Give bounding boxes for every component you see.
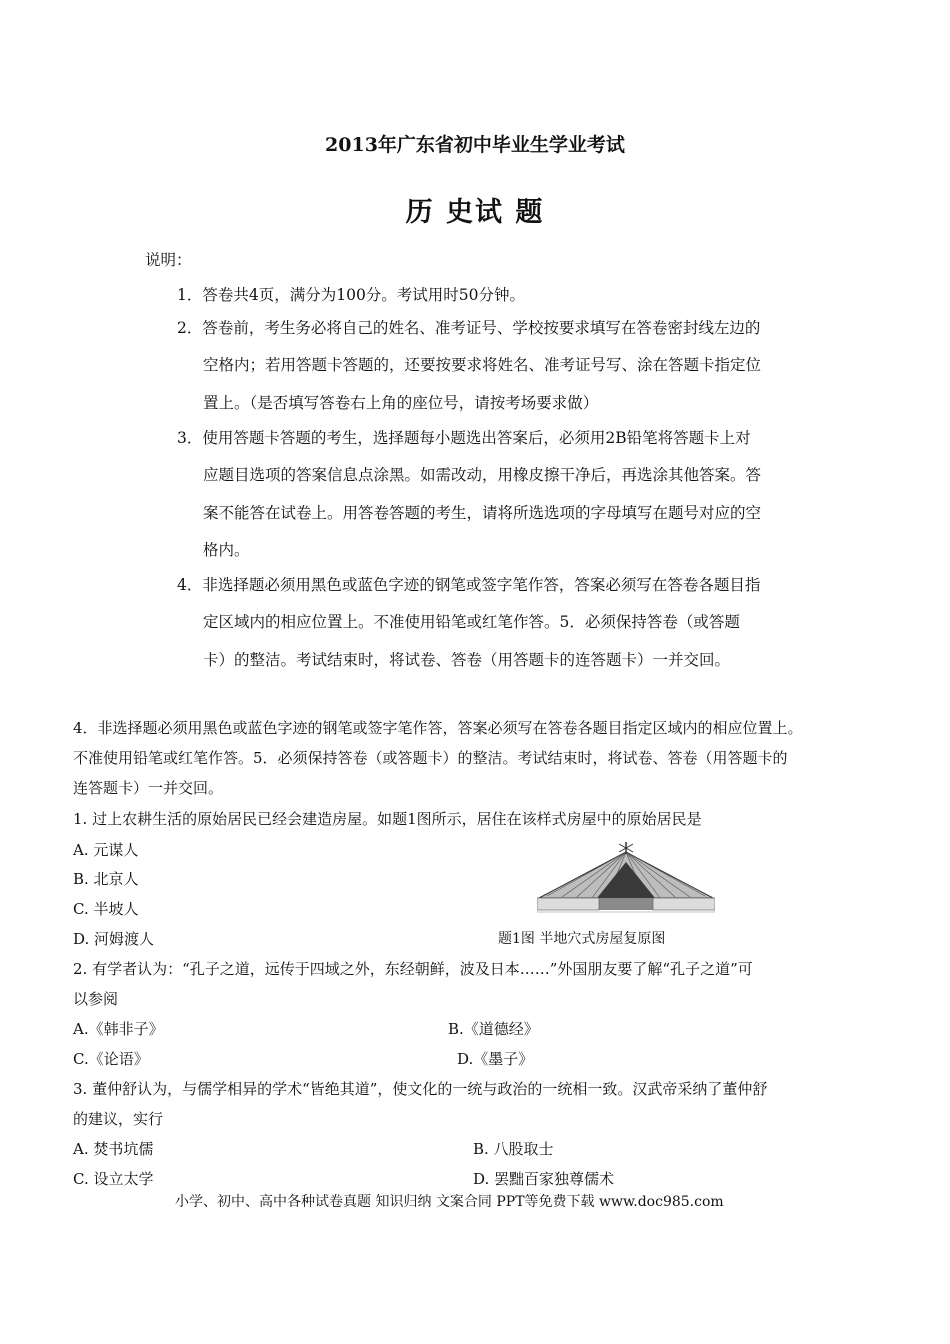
question-2-stem: 2. 有学者认为：“孔子之道，远传于四域之外，东经朝鲜，波及日本……”外国朋友要了解“孔子之道”可	[73, 960, 753, 978]
question-1-option: A. 元谋人	[73, 841, 139, 859]
question-2-option: C.《论语》	[73, 1050, 149, 1068]
question-2-stem: 以参阅	[73, 990, 119, 1008]
question-2-option: A.《韩非子》	[73, 1020, 164, 1038]
question-3-option: D. 罢黜百家独尊儒术	[473, 1170, 615, 1188]
instruction-line: 3．使用答题卡答题的考生，选择题每小题选出答案后，必须用2B铅笔将答题卡上对	[177, 429, 751, 447]
note-line: 不准使用铅笔或红笔作答。5．必须保持答卷（或答题卡）的整洁。考试结束时，将试卷、答卷（用答题卡的	[73, 749, 788, 767]
question-3-option: C. 设立太学	[73, 1170, 154, 1188]
exam-title: 2013年广东省初中毕业生学业考试	[325, 134, 625, 156]
question-3-stem: 的建议，实行	[73, 1110, 164, 1128]
question-3-stem: 3. 董仲舒认为，与儒学相异的学术“皆绝其道”，使文化的一统与政治的一统相一致。汉武帝采纳了董仲舒	[73, 1080, 768, 1098]
instruction-line: 1．答卷共4页，满分为100分。考试用时50分钟。	[177, 286, 526, 304]
question-1-stem: 1. 过上农耕生活的原始居民已经会建造房屋。如题1图所示，居住在该样式房屋中的原始居民是	[73, 810, 702, 828]
question-2-option: D.《墨子》	[457, 1050, 534, 1068]
note-line: 4．非选择题必须用黑色或蓝色字迹的钢笔或签字笔作答，答案必须写在答卷各题目指定区域内的相应位置上。	[73, 719, 803, 737]
question-1-option: C. 半坡人	[73, 900, 139, 918]
note-line: 连答题卡）一并交回。	[73, 779, 224, 797]
question-2-option: B.《道德经》	[448, 1020, 539, 1038]
instructions-heading: 说明：	[145, 251, 192, 269]
instruction-line: 格内。	[203, 541, 250, 559]
page-footer: 小学、初中、高中各种试卷真题 知识归纳 文案合同 PPT等免费下载 www.doc985.com	[175, 1194, 724, 1210]
instruction-line: 案不能答在试卷上。用答卷答题的考生，请将所选选项的字母填写在题号对应的空	[203, 504, 762, 522]
instruction-line: 空格内；若用答题卡答题的，还要按要求将姓名、准考证号写、涂在答题卡指定位	[203, 356, 762, 374]
question-3-option: A. 焚书坑儒	[73, 1140, 154, 1158]
instruction-line: 定区域内的相应位置上。不准使用铅笔或红笔作答。5．必须保持答卷（或答题	[203, 613, 740, 631]
question-1-option: B. 北京人	[73, 870, 139, 888]
subject-title: 历 史试 题	[405, 197, 545, 228]
instruction-line: 4．非选择题必须用黑色或蓝色字迹的钢笔或签字笔作答，答案必须写在答卷各题目指	[177, 576, 761, 594]
semi-subterranean-house-illustration	[537, 840, 715, 918]
figure-1-caption: 题1图 半地穴式房屋复原图	[498, 931, 666, 947]
instruction-line: 卡）的整洁。考试结束时，将试卷、答卷（用答题卡的连答题卡）一并交回。	[203, 651, 731, 669]
question-1-option: D. 河姆渡人	[73, 930, 155, 948]
question-3-option: B. 八股取士	[473, 1140, 554, 1158]
instruction-line: 应题目选项的答案信息点涂黑。如需改动，用橡皮擦干净后，再选涂其他答案。答	[203, 466, 762, 484]
instruction-line: 置上。（是否填写答卷右上角的座位号，请按考场要求做）	[203, 394, 599, 412]
instruction-line: 2．答卷前，考生务必将自己的姓名、准考证号、学校按要求填写在答卷密封线左边的	[177, 319, 761, 337]
